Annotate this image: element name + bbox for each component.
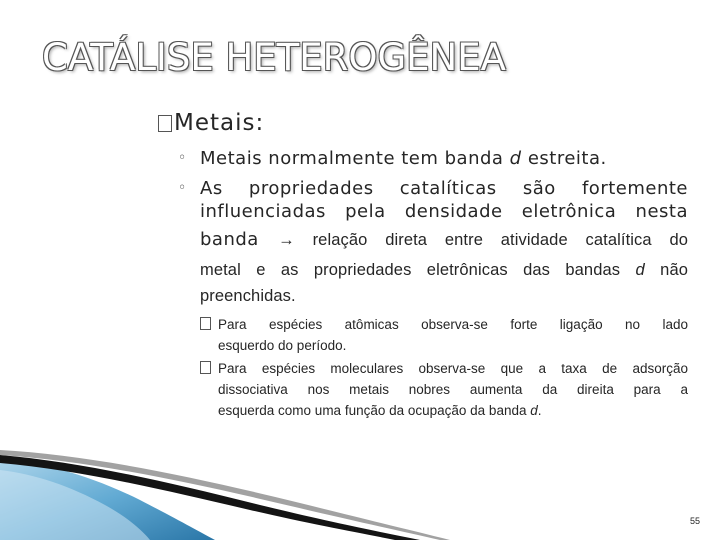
- sub-bullet-2-line-2: dissociativa nos metais nobres aumenta da direita para a: [218, 382, 688, 397]
- bullet-2-line-4-end: não: [644, 261, 688, 279]
- bullet-2-line-3: [200, 228, 688, 252]
- bullet-1-text: Metais normalmente tem banda: [200, 148, 510, 169]
- sub-bullet-2-line-3-start: esquerda como uma função da ocupação da banda: [218, 403, 531, 418]
- level1-heading: [158, 110, 264, 136]
- gray-swoosh: [0, 450, 450, 540]
- black-swoosh: [0, 455, 420, 540]
- bullet-1-text-end: estreita.: [521, 148, 607, 169]
- checkbox-bullet-icon: [158, 115, 172, 132]
- bullet-item-2: [178, 177, 688, 308]
- blue-wave-shape: [0, 458, 215, 540]
- bullet-2-line-3-start: banda: [200, 229, 279, 250]
- circle-bullet-icon: ◦: [178, 180, 187, 196]
- sub-bullet-2-line-3-end: .: [537, 403, 542, 418]
- blue-wave-highlight: [0, 470, 150, 540]
- checkbox-bullet-icon: [200, 317, 211, 330]
- checkbox-bullet-icon: [200, 361, 211, 374]
- bullet-2-line-3-end: relação direta entre atividade catalítica do: [294, 231, 688, 249]
- sub-bullet-item-1: [200, 314, 688, 356]
- slide-title: CATÁLISE HETEROGÊNEA: [42, 36, 506, 79]
- arrow-right-icon: →: [278, 231, 295, 249]
- page-number: 55: [690, 516, 701, 526]
- sub-bullet-item-2: [200, 358, 688, 421]
- sub-bullet-2-line-3-italic: d: [530, 403, 538, 418]
- sub-bullet-1-line-2: esquerdo do período.: [218, 338, 347, 353]
- sub-bullet-2-line-1: Para espécies moleculares observa-se que a taxa de adsorção: [218, 361, 688, 376]
- circle-bullet-icon: ◦: [178, 150, 187, 166]
- bullet-2-line-2: influenciadas pela densidade eletrônica nesta: [200, 201, 688, 222]
- bullet-2-line-5: preenchidas.: [200, 287, 296, 305]
- bullet-2-line-1: As propriedades catalíticas são fortemente: [200, 178, 688, 199]
- bullet-item-1: [178, 147, 688, 170]
- bullet-2-line-4-italic: d: [635, 261, 645, 279]
- sub-bullet-2-line-3: [218, 403, 542, 418]
- level1-heading-text: Metais:: [174, 110, 265, 136]
- bullet-2-line-4: [200, 259, 688, 282]
- bullet-1-italic: d: [509, 148, 522, 169]
- bullet-2-line-4-start: metal e as propriedades eletrônicas das bandas: [200, 261, 636, 279]
- sub-bullet-1-line-1: Para espécies atômicas observa-se forte ligação no lado: [218, 317, 688, 332]
